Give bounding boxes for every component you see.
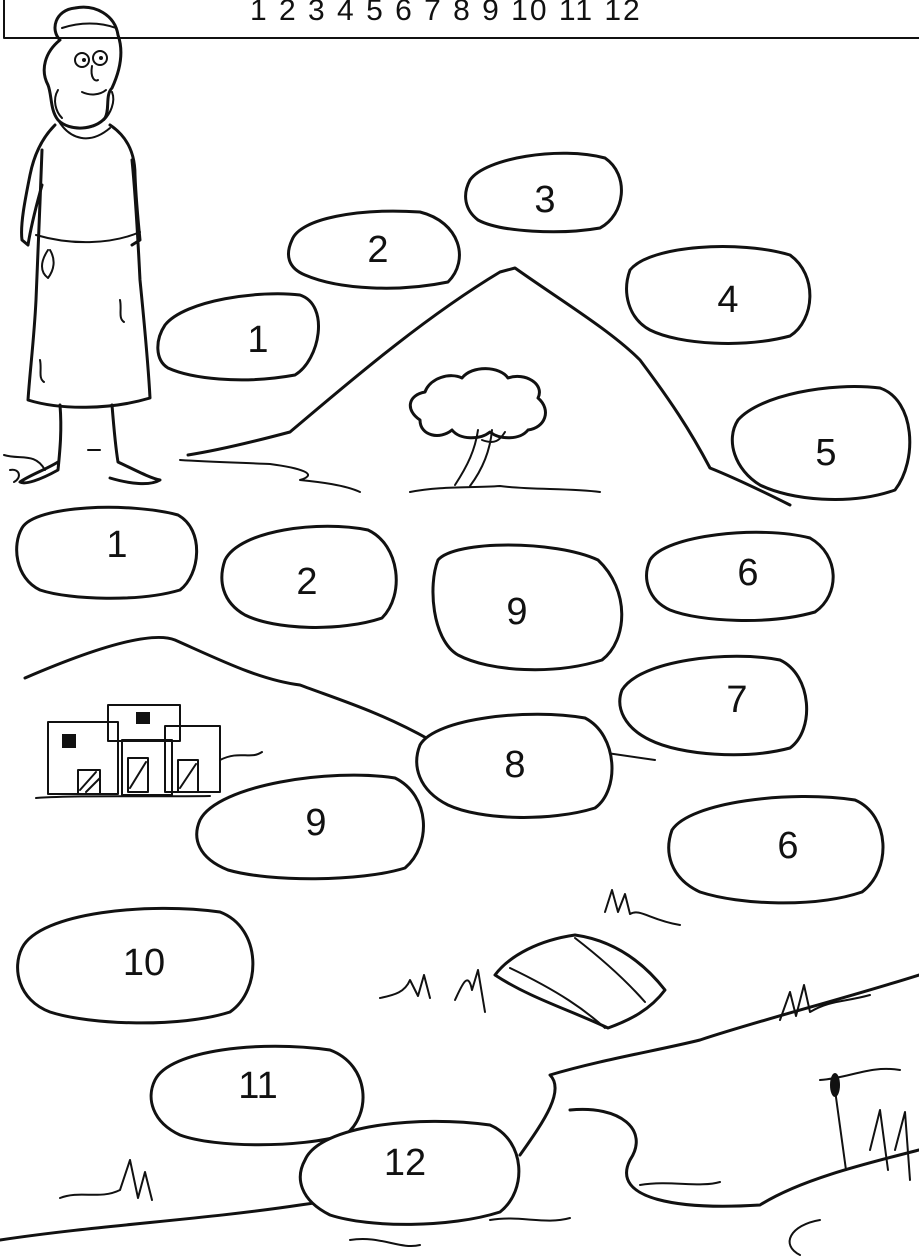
stone-label: 4 xyxy=(717,279,739,321)
stone-label: 1 xyxy=(106,524,128,566)
stone-label: 8 xyxy=(504,744,526,786)
stone-6-upper[interactable] xyxy=(647,532,834,620)
stone-label: 9 xyxy=(305,802,327,844)
stone-label: 6 xyxy=(777,825,799,867)
stone-9-upper[interactable] xyxy=(433,545,622,670)
stone-label: 12 xyxy=(383,1142,427,1184)
stone-label: 6 xyxy=(737,552,759,594)
stone-label: 1 xyxy=(247,319,269,361)
header-box xyxy=(4,0,919,38)
stone-6-lower[interactable] xyxy=(669,797,883,903)
stone-5-top[interactable] xyxy=(732,387,909,500)
stone-label: 7 xyxy=(726,679,748,721)
stepping-stones xyxy=(17,153,910,1224)
stone-label: 3 xyxy=(534,179,556,221)
stone-3-top[interactable] xyxy=(466,153,622,231)
stone-8[interactable] xyxy=(417,714,612,817)
man-figure xyxy=(4,7,160,483)
stone-label: 2 xyxy=(296,561,318,603)
stone-1-left[interactable] xyxy=(17,507,197,598)
stone-label: 9 xyxy=(506,591,528,633)
stone-4-top[interactable] xyxy=(627,247,810,344)
stone-2-middle[interactable] xyxy=(222,526,396,627)
stone-label: 5 xyxy=(815,432,837,474)
stone-2-top[interactable] xyxy=(288,211,459,288)
rock-with-grass xyxy=(380,890,870,1028)
stone-label: 10 xyxy=(122,942,166,984)
stone-1-top[interactable] xyxy=(158,294,319,380)
stone-9-lower[interactable] xyxy=(197,775,424,879)
stone-label: 11 xyxy=(238,1065,278,1107)
header-number-line: 1 2 3 4 5 6 7 8 9 10 11 12 xyxy=(250,0,642,27)
stone-label: 2 xyxy=(367,229,389,271)
stone-7[interactable] xyxy=(620,656,807,754)
stone-11[interactable] xyxy=(151,1046,363,1145)
stone-12[interactable] xyxy=(300,1121,519,1224)
stone-10[interactable] xyxy=(18,908,253,1023)
